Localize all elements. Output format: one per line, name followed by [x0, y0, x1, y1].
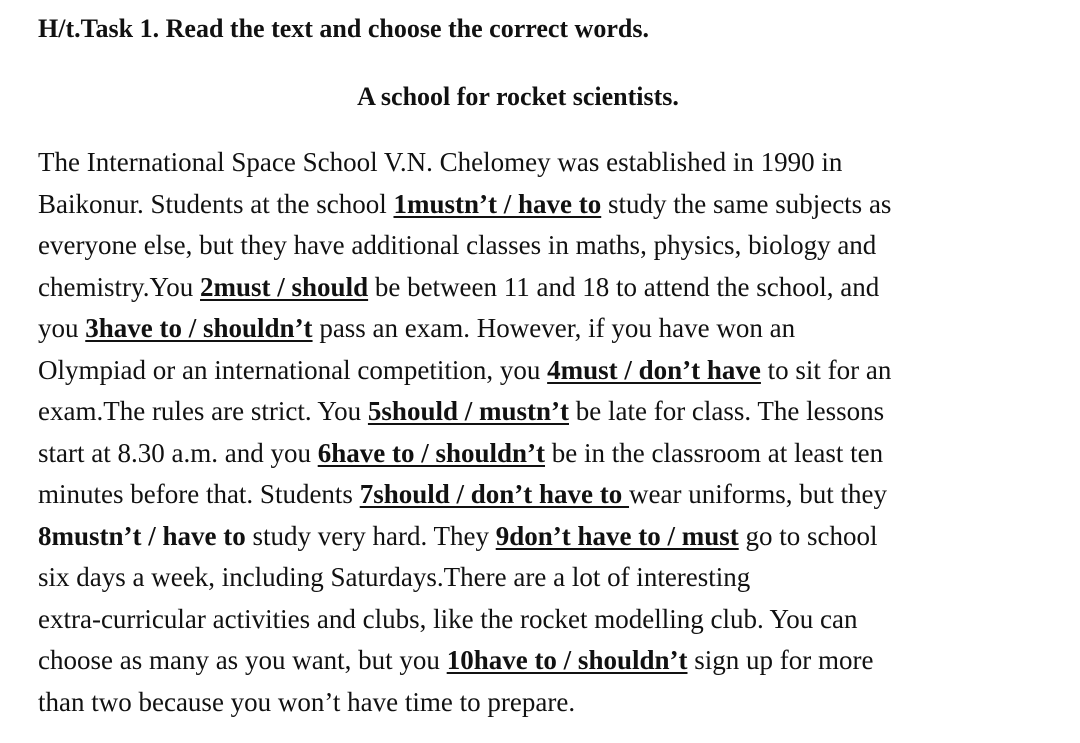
text-segment: than two because you won’t have time to prepare. — [38, 686, 576, 717]
text-line — [38, 474, 1068, 516]
choice-9[interactable]: 9don’t have to / must — [495, 520, 739, 551]
text-title: A school for rocket scientists. — [357, 82, 679, 111]
task-heading: H/t.Task 1. Read the text and choose the correct words. — [38, 14, 649, 43]
text-line — [38, 350, 1068, 392]
choice-1[interactable]: 1mustn’t / have to — [393, 188, 602, 219]
text-line — [38, 599, 1068, 641]
text-segment: to sit for an — [760, 354, 892, 385]
text-segment: The International Space School V.N. Chelomey was established in 1990 in — [38, 147, 843, 177]
choice-2[interactable]: 2must / should — [200, 271, 369, 302]
text-segment: six days a week, including Saturdays.There are a lot of interesting — [38, 562, 751, 592]
text-line — [38, 184, 1068, 226]
choice-7[interactable]: 7should / don’t have to — [359, 479, 630, 509]
text-line — [38, 557, 1068, 599]
text-line — [38, 640, 1068, 682]
text-line — [38, 391, 1068, 433]
text-segment: sign up for more — [687, 645, 874, 675]
text-segment: start at 8.30 a.m. and you — [38, 437, 318, 468]
text-segment: Baikonur. Students at the school — [38, 188, 394, 219]
text-segment: be in the classroom at least ten — [545, 437, 884, 468]
text-segment: be between 11 and 18 to attend the school, and — [368, 271, 880, 302]
text-segment: study the same subjects as — [601, 188, 892, 219]
choice-6[interactable]: 6have to / shouldn’t — [317, 437, 546, 468]
text-segment: Olympiad or an international competition, you — [38, 354, 548, 385]
text-line — [38, 308, 1068, 350]
text-segment: be late for class. The lessons — [569, 396, 885, 426]
choice-4[interactable]: 4must / don’t have — [547, 354, 761, 385]
text-segment: wear uniforms, but they — [629, 479, 887, 509]
choice-8[interactable]: 8mustn’t / have to — [38, 520, 246, 551]
text-line — [38, 267, 1068, 309]
text-segment: everyone else, but they have additional classes in maths, physics, biology and — [38, 230, 877, 260]
reading-text — [38, 142, 1068, 723]
text-line — [38, 433, 1068, 475]
text-segment: study very hard. They — [245, 520, 496, 551]
choice-10[interactable]: 10have to / shouldn’t — [446, 645, 688, 675]
choice-5[interactable]: 5should / mustn’t — [367, 396, 569, 426]
text-segment: go to school — [738, 520, 878, 551]
text-line — [38, 225, 1068, 267]
text-line — [38, 516, 1068, 558]
text-segment: you — [38, 313, 86, 343]
text-line — [38, 142, 1068, 184]
text-segment: choose as many as you want, but you — [38, 645, 447, 675]
text-segment: exam.The rules are strict. You — [38, 396, 368, 426]
text-segment: extra-curricular activities and clubs, like the rocket modelling club. You can — [38, 603, 858, 634]
text-line — [38, 682, 1068, 724]
text-segment: pass an exam. However, if you have won an — [312, 313, 796, 343]
text-segment: minutes before that. Students — [38, 479, 360, 509]
text-segment: chemistry.You — [38, 271, 201, 302]
choice-3[interactable]: 3have to / shouldn’t — [85, 313, 313, 343]
